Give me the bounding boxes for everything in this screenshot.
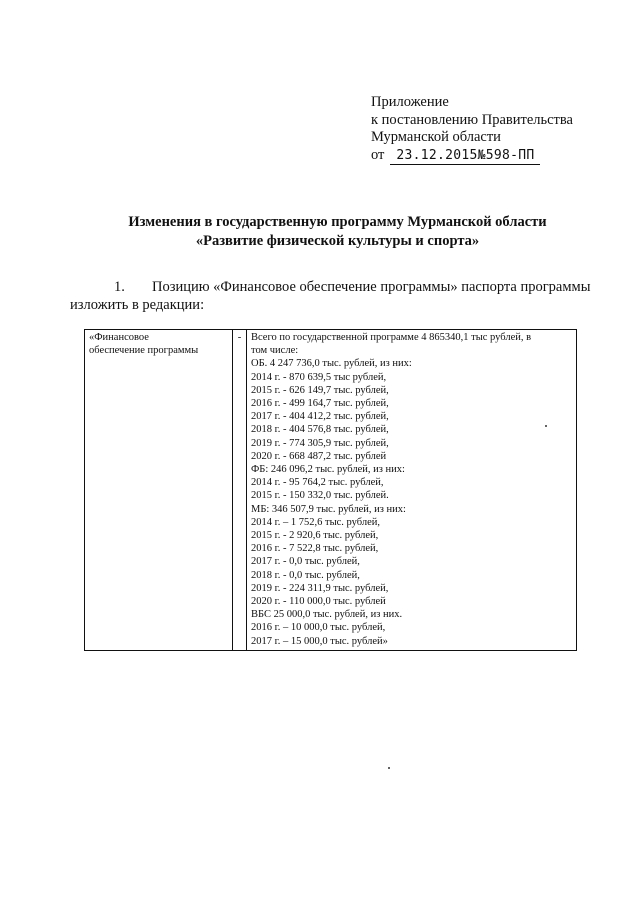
appendix-resolution: к постановлению Правительства xyxy=(371,111,573,128)
amount-line: МБ: 346 507,9 тыс. рублей, из них: xyxy=(251,503,406,515)
amount-line: 2018 г. - 0,0 тыс. рублей, xyxy=(251,569,360,581)
amount-line: ВБС 25 000,0 тыс. рублей, из них. xyxy=(251,609,403,621)
amount-line: 2019 г. - 224 311,9 тыс. рублей, xyxy=(251,582,389,594)
amount-line: 2017 г. – 15 000,0 тыс. рублей» xyxy=(251,635,388,647)
title-line-1: Изменения в государственную программу Мурманской области xyxy=(128,214,547,230)
amount-line: 2017 г. - 404 412,2 тыс. рублей, xyxy=(251,411,389,423)
title-line-2: «Развитие физической культуры и спорта» xyxy=(195,233,480,249)
financing-table xyxy=(84,329,577,651)
amount-line: 2014 г. – 1 752,6 тыс. рублей, xyxy=(251,516,380,528)
label-line-2: обеспечение программы xyxy=(89,345,199,357)
paragraph-1 xyxy=(70,279,605,314)
scan-speck xyxy=(545,425,547,427)
appendix-title: Приложение xyxy=(371,94,449,110)
amount-line: 2020 г. - 668 487,2 тыс. рублей xyxy=(251,450,387,462)
amount-line: 2014 г. - 95 764,2 тыс. рублей, xyxy=(251,477,384,489)
amount-line: Всего по государственной программе 4 865340,1 тыс рублей, в xyxy=(251,332,532,343)
resolution-date-number: 23.12.2015№598-ПП xyxy=(390,147,540,166)
paragraph-text-line-1: Позицию «Финансовое обеспечение программы» паспорта программы xyxy=(152,279,591,295)
amount-line: 2018 г. - 404 576,8 тыс. рублей, xyxy=(251,424,389,436)
amounts-cell xyxy=(247,330,577,651)
amount-line: 2016 г. – 10 000,0 тыс. рублей, xyxy=(251,622,386,634)
amount-line: 2020 г. - 110 000,0 тыс. рублей xyxy=(251,596,386,608)
label-cell xyxy=(85,330,233,651)
amount-line: ОБ. 4 247 736,0 тыс. рублей, из них: xyxy=(251,358,412,370)
dash-cell: - xyxy=(233,330,247,651)
document-title xyxy=(70,213,605,251)
scan-speck xyxy=(388,767,390,769)
amount-line: 2016 г. - 499 164,7 тыс. рублей, xyxy=(251,398,389,410)
appendix-region: Мурманской области xyxy=(371,129,501,145)
amount-line: 2019 г. - 774 305,9 тыс. рублей, xyxy=(251,437,389,449)
table-row xyxy=(85,330,577,651)
appendix-date-line xyxy=(371,147,621,166)
paragraph-text-line-2: изложить в редакции: xyxy=(70,296,205,313)
amount-line: 2017 г. - 0,0 тыс. рублей, xyxy=(251,556,360,568)
amount-line: 2015 г. - 150 332,0 тыс. рублей. xyxy=(251,490,389,502)
amount-line: 2015 г. - 2 920,6 тыс. рублей, xyxy=(251,530,379,542)
amount-line: том числе: xyxy=(251,345,299,357)
label-line-1: «Финансовое xyxy=(89,332,149,343)
appendix-block xyxy=(371,94,621,165)
amount-line: 2016 г. - 7 522,8 тыс. рублей, xyxy=(251,543,379,555)
amount-line: 2014 г. - 870 639,5 тыс рублей, xyxy=(251,371,387,383)
amount-line: 2015 г. - 626 149,7 тыс. рублей, xyxy=(251,384,389,396)
date-prefix: от xyxy=(371,146,385,163)
paragraph-number: 1. xyxy=(114,279,125,295)
amount-line: ФБ: 246 096,2 тыс. рублей, из них: xyxy=(251,464,405,476)
